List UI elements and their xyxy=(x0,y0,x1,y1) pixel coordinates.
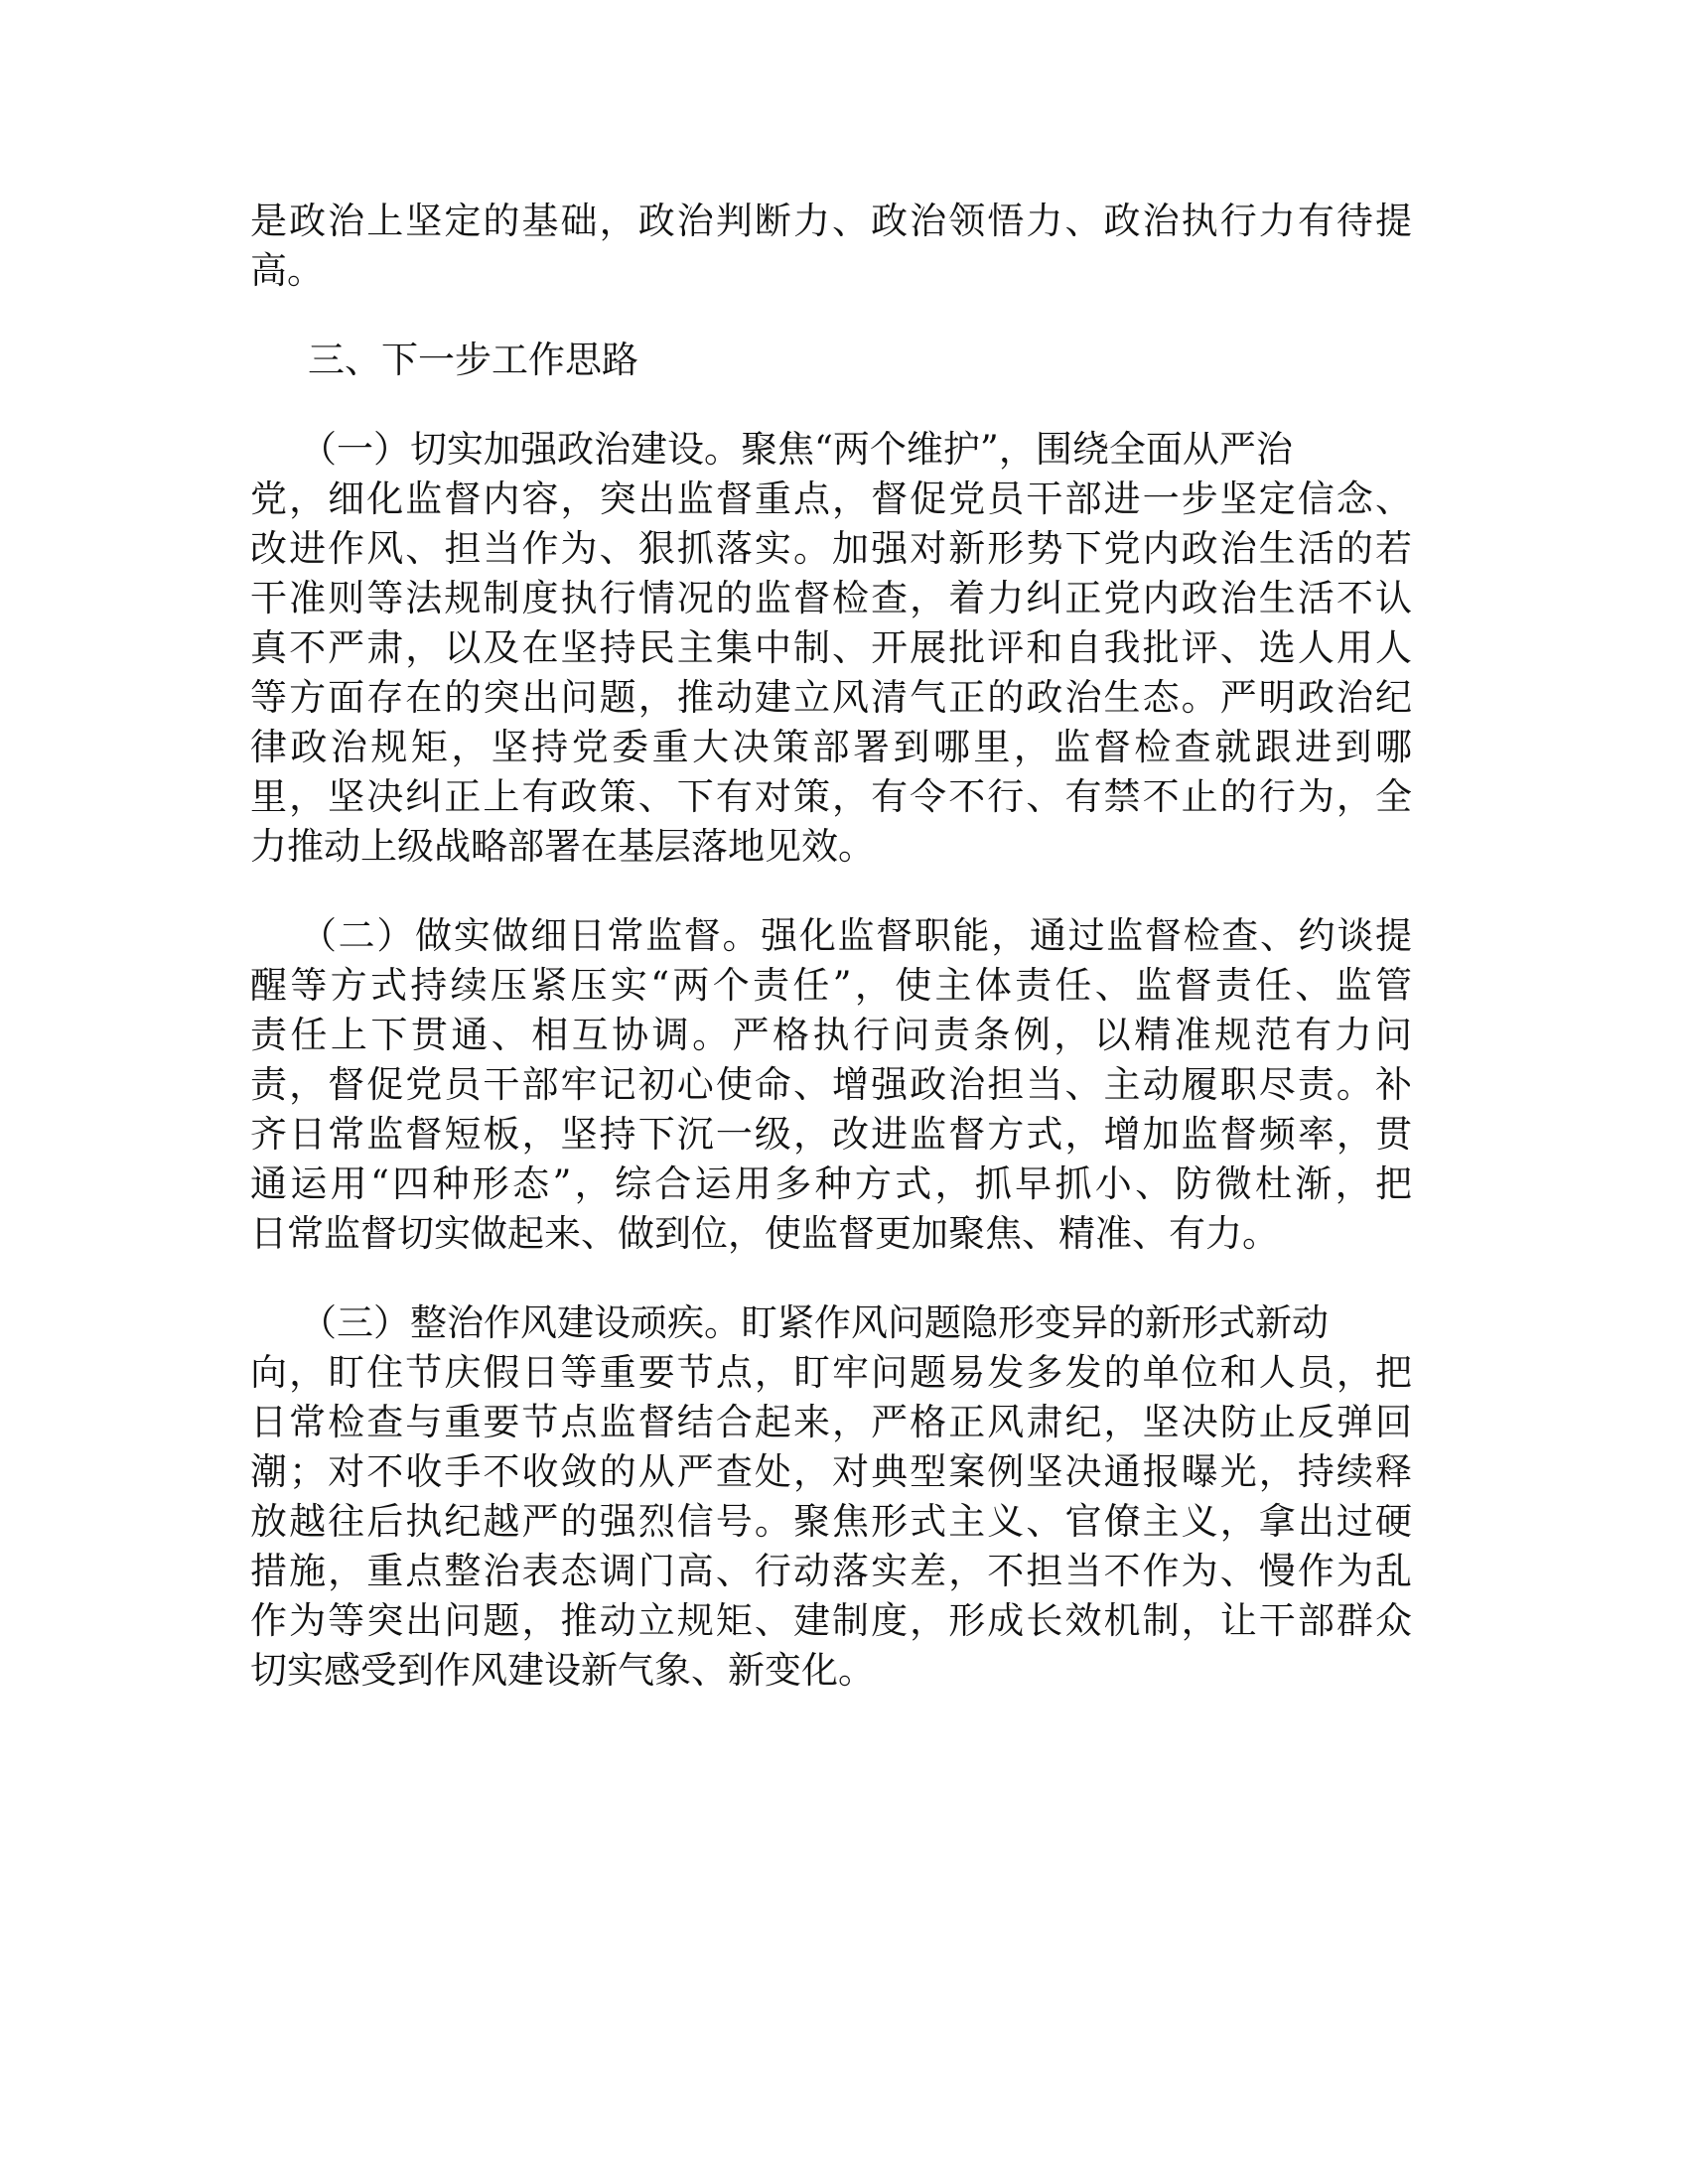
section-heading-block xyxy=(250,336,1412,385)
paragraph-line: 干准则等法规制度执行情况的监督检查，着力纠正党内政治生活不认 xyxy=(250,577,1412,619)
paragraph-line: 日常监督切实做起来、做到位，使监督更加聚焦、精准、有力。 xyxy=(250,1212,1279,1255)
paragraph-line: 责任上下贯通、相互协调。严格执行问责条例，以精准规范有力问 xyxy=(250,1014,1412,1056)
paragraph-work-style xyxy=(250,1298,1412,1696)
paragraph-line: 等方面存在的突出问题，推动建立风清气正的政治生态。严明政治纪 xyxy=(250,676,1412,719)
paragraph-line: 日常检查与重要节点监督结合起来，严格正风肃纪，坚决防止反弹回 xyxy=(250,1401,1412,1443)
paragraph-line: 是政治上坚定的基础，政治判断力、政治领悟力、政治执行力有待提 xyxy=(250,200,1412,242)
paragraph-line: （二）做实做细日常监督。强化监督职能，通过监督检查、约谈提 xyxy=(300,914,1412,957)
paragraph-line: 切实感受到作风建设新气象、新变化。 xyxy=(250,1649,875,1692)
paragraph-line: 放越往后执纪越严的强烈信号。聚焦形式主义、官僚主义，拿出过硬 xyxy=(250,1500,1412,1543)
paragraph-line: 作为等突出问题，推动立规矩、建制度，形成长效机制，让干部群众 xyxy=(250,1599,1412,1642)
paragraph-line: 改进作风、担当作为、狠抓落实。加强对新形势下党内政治生活的若 xyxy=(250,527,1412,570)
paragraph-line: （一）切实加强政治建设。聚焦“两个维护”，围绕全面从严治 xyxy=(300,428,1293,471)
section-heading: 三、下一步工作思路 xyxy=(308,339,638,381)
paragraph-line: 醒等方式持续压紧压实“两个责任”，使主体责任、监督责任、监管 xyxy=(250,964,1412,1007)
paragraph-line: （三）整治作风建设顽疾。盯紧作风问题隐形变异的新形式新动 xyxy=(300,1301,1329,1344)
paragraph-line: 高。 xyxy=(250,249,324,292)
continuation-paragraph xyxy=(250,197,1412,296)
paragraph-line: 党，细化监督内容，突出监督重点，督促党员干部进一步坚定信念、 xyxy=(250,478,1412,520)
paragraph-line: 潮；对不收手不收敛的从严查处，对典型案例坚决通报曝光，持续释 xyxy=(250,1450,1412,1493)
paragraph-line: 真不严肃，以及在坚持民主集中制、开展批评和自我批评、选人用人 xyxy=(250,626,1412,669)
paragraph-line: 责，督促党员干部牢记初心使命、增强政治担当、主动履职尽责。补 xyxy=(250,1063,1412,1106)
paragraph-line: 力推动上级战略部署在基层落地见效。 xyxy=(250,825,875,868)
paragraph-line: 律政治规矩，坚持党委重大决策部署到哪里，监督检查就跟进到哪 xyxy=(250,726,1412,768)
paragraph-line: 措施，重点整治表态调门高、行动落实差，不担当不作为、慢作为乱 xyxy=(250,1550,1412,1592)
document-body xyxy=(250,197,1412,1696)
paragraph-line: 齐日常监督短板，坚持下沉一级，改进监督方式，增加监督频率，贯 xyxy=(250,1113,1412,1156)
paragraph-line: 通运用“四种形态”，综合运用多种方式，抓早抓小、防微杜渐，把 xyxy=(250,1162,1412,1205)
paragraph-line: 向，盯住节庆假日等重要节点，盯牢问题易发多发的单位和人员，把 xyxy=(250,1351,1412,1394)
paragraph-line: 里，坚决纠正上有政策、下有对策，有令不行、有禁不止的行为，全 xyxy=(250,775,1412,818)
paragraph-daily-supervision xyxy=(250,911,1412,1259)
paragraph-political-building xyxy=(250,425,1412,872)
